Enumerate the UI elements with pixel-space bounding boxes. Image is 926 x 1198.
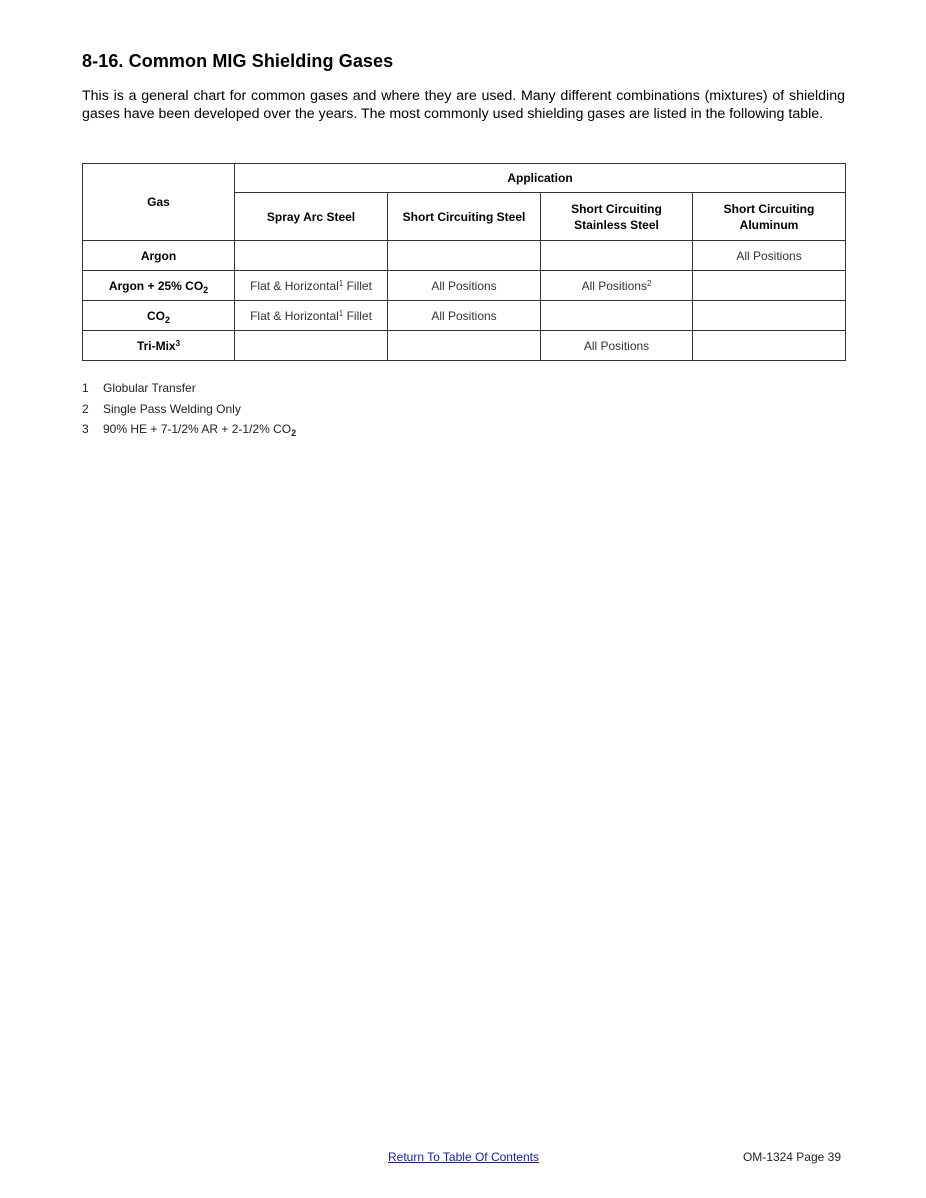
shielding-gas-table [82, 163, 846, 361]
header-short-circuiting-stainless [541, 193, 693, 241]
table-row-tri-mix [83, 331, 846, 361]
spray-arc-cell [235, 331, 388, 361]
footnote-ref: 2 [646, 278, 652, 288]
cell-text-suffix: Fillet [343, 278, 372, 293]
cell-text: Flat & Horizontal [250, 278, 339, 293]
short-circuit-aluminum-cell [693, 271, 846, 301]
gas-cell [83, 331, 235, 361]
spray-arc-cell [235, 301, 388, 331]
gas-cell [83, 271, 235, 301]
cell-text: Flat & Horizontal [250, 308, 339, 323]
footnote-text: Single Pass Welding Only [103, 401, 241, 416]
header-short-circuiting-steel: Short Circuiting Steel [388, 193, 541, 241]
table-row-argon [83, 241, 846, 271]
short-circuit-steel-cell: All Positions [388, 301, 541, 331]
gas-label: Tri-Mix [136, 338, 176, 353]
footnotes [82, 381, 296, 443]
footnote-ref: 1 [338, 278, 344, 288]
subscript: 2 [203, 284, 209, 295]
spray-arc-cell [235, 241, 388, 271]
subscript: 2 [164, 314, 170, 325]
header-gas: Gas [83, 164, 235, 241]
footnote-number: 1 [82, 381, 89, 395]
header-col4-line1: Short Circuiting [723, 201, 815, 216]
header-col3-line2: Stainless Steel [574, 217, 659, 232]
header-application: Application [235, 164, 846, 193]
cell-text: All Positions [581, 278, 647, 293]
short-circuit-stainless-cell [541, 301, 693, 331]
header-short-circuiting-aluminum [693, 193, 846, 241]
section-title: 8-16. Common MIG Shielding Gases [82, 51, 394, 71]
short-circuit-aluminum-cell [693, 301, 846, 331]
short-circuit-steel-cell [388, 241, 541, 271]
header-col4-line2: Aluminum [739, 217, 799, 232]
footnote-ref: 1 [338, 308, 344, 318]
short-circuit-aluminum-cell: All Positions [693, 241, 846, 271]
gas-label: CO [146, 308, 165, 323]
gas-cell: Argon [83, 241, 235, 271]
header-spray-arc-steel: Spray Arc Steel [235, 193, 388, 241]
intro-paragraph: This is a general chart for common gases and where they are used. Many different combinations (mixtures) of shielding gases have been developed over the years. The most commonly used shielding gases are listed in the following table. [82, 88, 845, 122]
footnote-item [82, 381, 296, 402]
spray-arc-cell [235, 271, 388, 301]
footnote-text-wrap [103, 422, 296, 443]
footnote-ref: 3 [175, 338, 181, 348]
table-row-co2 [83, 301, 846, 331]
header-col3-line1: Short Circuiting [571, 201, 662, 216]
short-circuit-steel-cell [388, 331, 541, 361]
short-circuit-stainless-cell: All Positions [541, 331, 693, 361]
footnote-item [82, 422, 296, 443]
footnote-text: Globular Transfer [103, 381, 196, 395]
cell-text-suffix: Fillet [343, 308, 372, 323]
short-circuit-stainless-cell [541, 241, 693, 271]
page-number: OM-1324 Page 39 [742, 1150, 841, 1164]
footnote-number: 2 [82, 401, 89, 416]
table-row-argon-co2 [83, 271, 846, 301]
footnote-number: 3 [82, 422, 89, 436]
footnote-text: 90% HE + 7-1/2% AR + 2-1/2% CO [103, 422, 292, 436]
short-circuit-stainless-cell [541, 271, 693, 301]
subscript: 2 [291, 428, 297, 438]
gas-label: Argon + 25% CO [108, 278, 204, 293]
short-circuit-steel-cell: All Positions [388, 271, 541, 301]
table-header-row [83, 164, 846, 193]
short-circuit-aluminum-cell [693, 331, 846, 361]
return-to-toc-link[interactable]: Return To Table Of Contents [388, 1150, 539, 1164]
gas-cell [83, 301, 235, 331]
footnote-item [82, 402, 296, 423]
